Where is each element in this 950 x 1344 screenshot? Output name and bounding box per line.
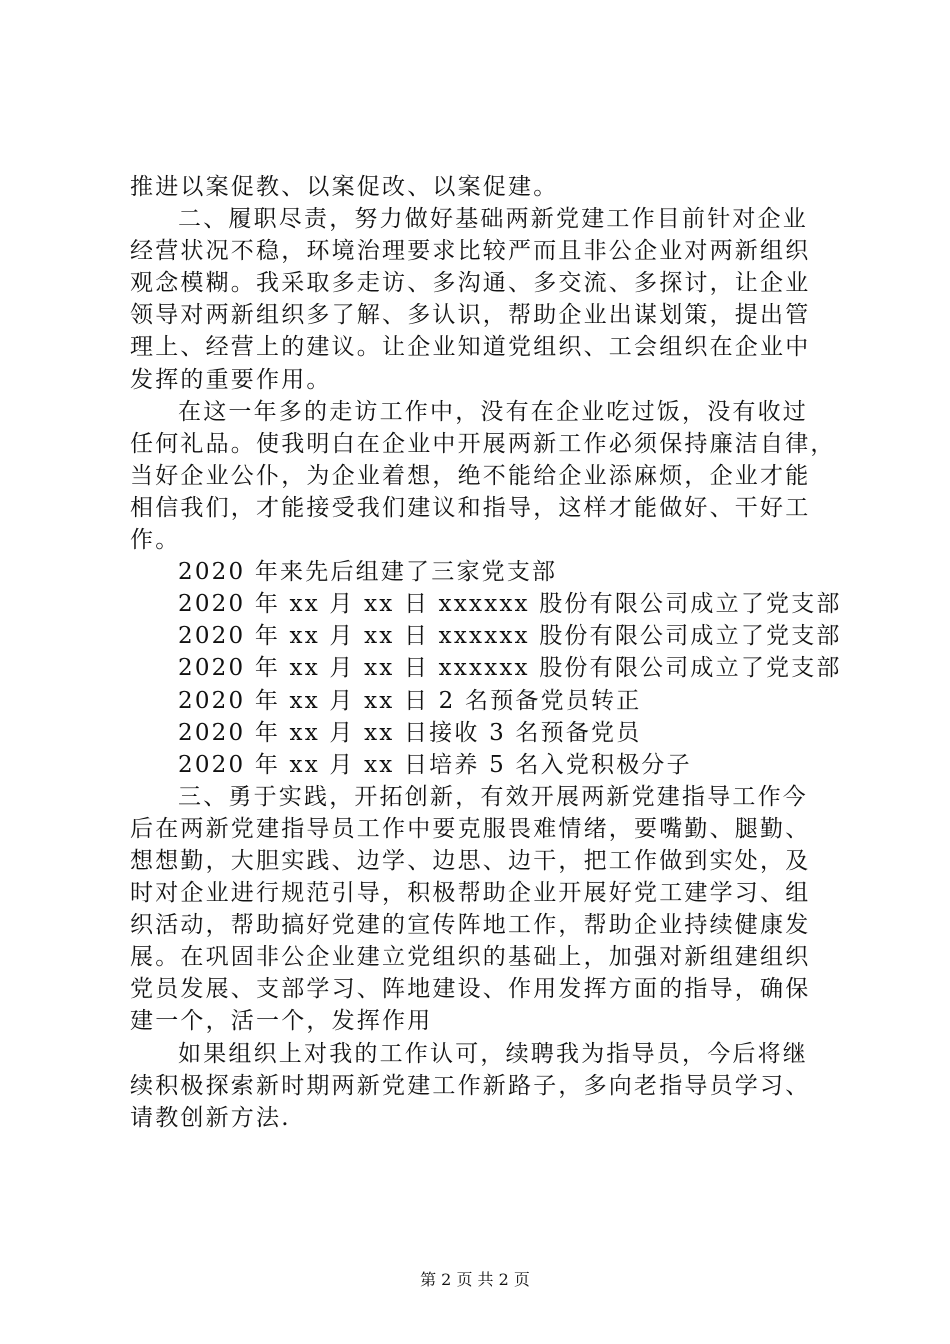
text-line: 织活动，帮助搞好党建的宣传阵地工作，帮助企业持续健康发 — [130, 912, 811, 939]
text-line: 当好企业公仆，为企业着想，绝不能给企业添麻烦，企业才能 — [130, 462, 811, 489]
text-line: 续积极探索新时期两新党建工作新路子，多向老指导员学习、 — [130, 1072, 811, 1099]
text-line: 经营状况不稳，环境治理要求比较严而且非公企业对两新组织 — [130, 238, 811, 265]
text-line: 建一个，活一个，发挥作用 — [130, 1008, 433, 1035]
text-line: 二、履职尽责，努力做好基础两新党建工作目前针对企业 — [178, 206, 808, 233]
text-line: 发挥的重要作用。 — [130, 366, 332, 393]
text-line: 2020 年 xx 月 xx 日 xxxxxx 股份有限公司成立了党支部 — [178, 591, 842, 618]
text-line: 2020 年 xx 月 xx 日 2 名预备党员转正 — [178, 687, 642, 714]
text-line: 观念模糊。我采取多走访、多沟通、多交流、多探讨，让企业 — [130, 270, 811, 297]
text-line: 展。在巩固非公企业建立党组织的基础上，加强对新组建组织 — [130, 944, 811, 971]
page-footer: 第 2 页 共 2 页 — [420, 1270, 530, 1289]
text-line: 时对企业进行规范引导，积极帮助企业开展好党工建学习、组 — [130, 880, 811, 907]
text-line: 领导对两新组织多了解、多认识，帮助企业出谋划策，提出管 — [130, 302, 811, 329]
text-line: 理上、经营上的建议。让企业知道党组织、工会组织在企业中 — [130, 334, 811, 361]
text-line: 相信我们，才能接受我们建议和指导，这样才能做好、干好工 — [130, 494, 811, 521]
text-line: 如果组织上对我的工作认可，续聘我为指导员，今后将继 — [178, 1040, 808, 1067]
text-line: 推进以案促教、以案促改、以案促建。 — [130, 174, 559, 200]
text-line: 党员发展、支部学习、阵地建设、作用发挥方面的指导，确保 — [130, 976, 811, 1003]
text-line: 想想勤，大胆实践、边学、边思、边干，把工作做到实处，及 — [130, 847, 811, 874]
text-line: 作。 — [130, 527, 181, 554]
text-line: 2020 年 xx 月 xx 日培养 5 名入党积极分子 — [178, 751, 692, 778]
text-line: 任何礼品。使我明白在企业中开展两新工作必须保持廉洁自律， — [130, 430, 836, 457]
text-line: 2020 年 xx 月 xx 日 xxxxxx 股份有限公司成立了党支部 — [178, 623, 842, 650]
text-line: 2020 年 xx 月 xx 日 xxxxxx 股份有限公司成立了党支部 — [178, 655, 842, 682]
text-line: 三、勇于实践，开拓创新，有效开展两新党建指导工作今 — [178, 783, 808, 810]
document-body — [130, 171, 842, 1134]
text-line: 在这一年多的走访工作中，没有在企业吃过饭，没有收过 — [178, 398, 808, 425]
text-line: 2020 年 xx 月 xx 日接收 3 名预备党员 — [178, 719, 642, 746]
text-line: 2020 年来先后组建了三家党支部 — [178, 559, 558, 586]
text-line: 后在两新党建指导员工作中要克服畏难情绪，要嘴勤、腿勤、 — [130, 815, 811, 842]
text-line: 请教创新方法. — [130, 1104, 291, 1131]
